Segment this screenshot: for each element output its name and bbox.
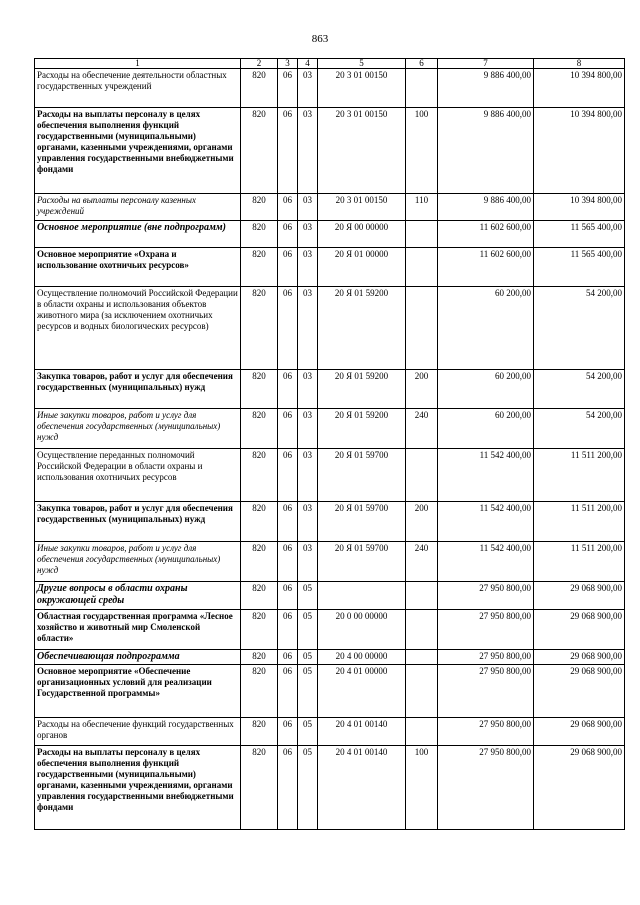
cell-amount-year-2: 29 068 900,00 bbox=[534, 582, 625, 610]
cell-expense-type bbox=[406, 650, 438, 665]
cell-admin-code: 820 bbox=[241, 746, 278, 830]
row-name: Основное мероприятие (вне подпрограмм) bbox=[35, 221, 241, 248]
cell-section: 06 bbox=[278, 287, 298, 370]
cell-admin-code: 820 bbox=[241, 665, 278, 718]
cell-target-article: 20 Я 01 59200 bbox=[318, 409, 406, 449]
cell-expense-type: 100 bbox=[406, 746, 438, 830]
row-name: Областная государственная программа «Лесное хозяйство и животный мир Смоленской области» bbox=[35, 610, 241, 650]
cell-admin-code: 820 bbox=[241, 502, 278, 542]
cell-subsection: 03 bbox=[298, 502, 318, 542]
cell-target-article: 20 3 01 00150 bbox=[318, 69, 406, 108]
cell-amount-year-2: 11 511 200,00 bbox=[534, 449, 625, 502]
cell-subsection: 05 bbox=[298, 746, 318, 830]
column-header: 3 bbox=[278, 59, 298, 69]
budget-table bbox=[34, 58, 625, 830]
cell-expense-type bbox=[406, 221, 438, 248]
table-row bbox=[35, 69, 625, 108]
cell-amount-year-1: 9 886 400,00 bbox=[438, 69, 534, 108]
cell-target-article: 20 Я 01 00000 bbox=[318, 248, 406, 287]
table-row bbox=[35, 248, 625, 287]
cell-target-article: 20 Я 01 59700 bbox=[318, 449, 406, 502]
cell-section: 06 bbox=[278, 69, 298, 108]
row-name: Расходы на выплаты персоналу в целях обеспечения выполнения функций государственными (муниципальными) органами, казенными учреждениями, органами управления государственными внебюджетными фондами bbox=[35, 108, 241, 194]
cell-section: 06 bbox=[278, 409, 298, 449]
table-row bbox=[35, 665, 625, 718]
cell-expense-type bbox=[406, 287, 438, 370]
cell-subsection: 03 bbox=[298, 221, 318, 248]
cell-subsection: 03 bbox=[298, 449, 318, 502]
column-header: 6 bbox=[406, 59, 438, 69]
row-name: Расходы на обеспечение функций государственных органов bbox=[35, 718, 241, 746]
cell-amount-year-1: 60 200,00 bbox=[438, 409, 534, 449]
cell-amount-year-1: 11 602 600,00 bbox=[438, 248, 534, 287]
cell-amount-year-1: 11 542 400,00 bbox=[438, 502, 534, 542]
table-row bbox=[35, 221, 625, 248]
cell-amount-year-2: 10 394 800,00 bbox=[534, 108, 625, 194]
cell-expense-type bbox=[406, 718, 438, 746]
cell-target-article: 20 Я 00 00000 bbox=[318, 221, 406, 248]
cell-target-article: 20 4 01 00140 bbox=[318, 746, 406, 830]
cell-subsection: 05 bbox=[298, 665, 318, 718]
cell-subsection: 05 bbox=[298, 650, 318, 665]
cell-amount-year-1: 27 950 800,00 bbox=[438, 746, 534, 830]
cell-subsection: 05 bbox=[298, 718, 318, 746]
cell-amount-year-1: 27 950 800,00 bbox=[438, 582, 534, 610]
column-header: 7 bbox=[438, 59, 534, 69]
cell-admin-code: 820 bbox=[241, 650, 278, 665]
cell-target-article: 20 3 01 00150 bbox=[318, 194, 406, 221]
cell-amount-year-1: 11 542 400,00 bbox=[438, 542, 534, 582]
row-name: Иные закупки товаров, работ и услуг для обеспечения государственных (муниципальных) нужд bbox=[35, 542, 241, 582]
row-name: Закупка товаров, работ и услуг для обеспечения государственных (муниципальных) нужд bbox=[35, 502, 241, 542]
cell-section: 06 bbox=[278, 370, 298, 409]
cell-amount-year-2: 11 565 400,00 bbox=[534, 248, 625, 287]
cell-subsection: 03 bbox=[298, 194, 318, 221]
cell-amount-year-1: 60 200,00 bbox=[438, 370, 534, 409]
cell-expense-type bbox=[406, 449, 438, 502]
cell-admin-code: 820 bbox=[241, 287, 278, 370]
row-name: Закупка товаров, работ и услуг для обеспечения государственных (муниципальных) нужд bbox=[35, 370, 241, 409]
cell-section: 06 bbox=[278, 665, 298, 718]
cell-expense-type bbox=[406, 610, 438, 650]
cell-section: 06 bbox=[278, 610, 298, 650]
cell-amount-year-1: 11 542 400,00 bbox=[438, 449, 534, 502]
cell-expense-type: 110 bbox=[406, 194, 438, 221]
table-row bbox=[35, 746, 625, 830]
cell-expense-type: 200 bbox=[406, 502, 438, 542]
column-header: 2 bbox=[241, 59, 278, 69]
cell-expense-type bbox=[406, 248, 438, 287]
cell-amount-year-1: 27 950 800,00 bbox=[438, 665, 534, 718]
cell-admin-code: 820 bbox=[241, 449, 278, 502]
cell-expense-type: 200 bbox=[406, 370, 438, 409]
cell-amount-year-2: 11 511 200,00 bbox=[534, 542, 625, 582]
table-row bbox=[35, 108, 625, 194]
cell-subsection: 03 bbox=[298, 370, 318, 409]
table-row bbox=[35, 650, 625, 665]
cell-amount-year-2: 11 565 400,00 bbox=[534, 221, 625, 248]
cell-admin-code: 820 bbox=[241, 108, 278, 194]
cell-amount-year-2: 54 200,00 bbox=[534, 409, 625, 449]
cell-amount-year-2: 11 511 200,00 bbox=[534, 502, 625, 542]
cell-target-article: 20 Я 01 59700 bbox=[318, 542, 406, 582]
cell-target-article: 20 4 01 00140 bbox=[318, 718, 406, 746]
cell-expense-type: 100 bbox=[406, 108, 438, 194]
cell-admin-code: 820 bbox=[241, 582, 278, 610]
cell-amount-year-2: 54 200,00 bbox=[534, 370, 625, 409]
cell-section: 06 bbox=[278, 108, 298, 194]
cell-amount-year-1: 27 950 800,00 bbox=[438, 718, 534, 746]
cell-target-article: 20 3 01 00150 bbox=[318, 108, 406, 194]
cell-amount-year-1: 27 950 800,00 bbox=[438, 610, 534, 650]
cell-target-article: 20 4 00 00000 bbox=[318, 650, 406, 665]
cell-admin-code: 820 bbox=[241, 542, 278, 582]
cell-section: 06 bbox=[278, 248, 298, 287]
cell-section: 06 bbox=[278, 194, 298, 221]
table-row bbox=[35, 370, 625, 409]
cell-subsection: 03 bbox=[298, 287, 318, 370]
cell-admin-code: 820 bbox=[241, 409, 278, 449]
cell-target-article: 20 4 01 00000 bbox=[318, 665, 406, 718]
table-row bbox=[35, 610, 625, 650]
cell-amount-year-2: 29 068 900,00 bbox=[534, 610, 625, 650]
cell-amount-year-1: 27 950 800,00 bbox=[438, 650, 534, 665]
cell-target-article: 20 0 00 00000 bbox=[318, 610, 406, 650]
row-name: Расходы на обеспечение деятельности областных государственных учреждений bbox=[35, 69, 241, 108]
cell-target-article bbox=[318, 582, 406, 610]
cell-expense-type: 240 bbox=[406, 542, 438, 582]
cell-section: 06 bbox=[278, 650, 298, 665]
cell-section: 06 bbox=[278, 746, 298, 830]
cell-admin-code: 820 bbox=[241, 610, 278, 650]
table-row bbox=[35, 194, 625, 221]
table-row bbox=[35, 287, 625, 370]
cell-amount-year-2: 29 068 900,00 bbox=[534, 665, 625, 718]
table-row bbox=[35, 718, 625, 746]
cell-target-article: 20 Я 01 59200 bbox=[318, 370, 406, 409]
cell-admin-code: 820 bbox=[241, 194, 278, 221]
cell-section: 06 bbox=[278, 502, 298, 542]
table-row bbox=[35, 582, 625, 610]
cell-section: 06 bbox=[278, 221, 298, 248]
cell-target-article: 20 Я 01 59700 bbox=[318, 502, 406, 542]
cell-section: 06 bbox=[278, 542, 298, 582]
row-name: Осуществление переданных полномочий Российской Федерации в области охраны и использования охотничьих ресурсов bbox=[35, 449, 241, 502]
table-row bbox=[35, 409, 625, 449]
column-header: 1 bbox=[35, 59, 241, 69]
row-name: Обеспечивающая подпрограмма bbox=[35, 650, 241, 665]
cell-subsection: 05 bbox=[298, 582, 318, 610]
cell-amount-year-1: 9 886 400,00 bbox=[438, 108, 534, 194]
cell-section: 06 bbox=[278, 449, 298, 502]
cell-amount-year-1: 60 200,00 bbox=[438, 287, 534, 370]
cell-amount-year-2: 10 394 800,00 bbox=[534, 194, 625, 221]
cell-subsection: 03 bbox=[298, 69, 318, 108]
cell-subsection: 03 bbox=[298, 108, 318, 194]
table-row bbox=[35, 449, 625, 502]
row-name: Расходы на выплаты персоналу в целях обеспечения выполнения функций государственными (муниципальными) органами, казенными учреждениями, органами управления государственными внебюджетными фондами bbox=[35, 746, 241, 830]
row-name: Другие вопросы в области охраны окружающей среды bbox=[35, 582, 241, 610]
cell-target-article: 20 Я 01 59200 bbox=[318, 287, 406, 370]
page-number: 863 bbox=[311, 33, 329, 45]
column-header: 4 bbox=[298, 59, 318, 69]
cell-admin-code: 820 bbox=[241, 248, 278, 287]
cell-amount-year-1: 11 602 600,00 bbox=[438, 221, 534, 248]
cell-subsection: 03 bbox=[298, 542, 318, 582]
cell-amount-year-2: 54 200,00 bbox=[534, 287, 625, 370]
cell-admin-code: 820 bbox=[241, 69, 278, 108]
cell-subsection: 05 bbox=[298, 610, 318, 650]
header-row bbox=[35, 59, 625, 69]
cell-admin-code: 820 bbox=[241, 221, 278, 248]
cell-subsection: 03 bbox=[298, 409, 318, 449]
table-row bbox=[35, 542, 625, 582]
column-header: 5 bbox=[318, 59, 406, 69]
row-name: Осуществление полномочий Российской Федерации в области охраны и использования объектов животного мира (за исключением охотничьих ресурсов и водных биологических ресурсов) bbox=[35, 287, 241, 370]
cell-amount-year-1: 9 886 400,00 bbox=[438, 194, 534, 221]
row-name: Расходы на выплаты персоналу казенных учреждений bbox=[35, 194, 241, 221]
cell-expense-type bbox=[406, 665, 438, 718]
cell-section: 06 bbox=[278, 718, 298, 746]
cell-admin-code: 820 bbox=[241, 718, 278, 746]
cell-amount-year-2: 29 068 900,00 bbox=[534, 650, 625, 665]
column-header: 8 bbox=[534, 59, 625, 69]
cell-admin-code: 820 bbox=[241, 370, 278, 409]
cell-expense-type: 240 bbox=[406, 409, 438, 449]
row-name: Основное мероприятие «Охрана и использование охотничьих ресурсов» bbox=[35, 248, 241, 287]
cell-subsection: 03 bbox=[298, 248, 318, 287]
table-row bbox=[35, 502, 625, 542]
cell-amount-year-2: 10 394 800,00 bbox=[534, 69, 625, 108]
cell-amount-year-2: 29 068 900,00 bbox=[534, 718, 625, 746]
cell-section: 06 bbox=[278, 582, 298, 610]
cell-expense-type bbox=[406, 582, 438, 610]
row-name: Основное мероприятие «Обеспечение организационных условий для реализации Государственной программы» bbox=[35, 665, 241, 718]
cell-expense-type bbox=[406, 69, 438, 108]
row-name: Иные закупки товаров, работ и услуг для обеспечения государственных (муниципальных) нужд bbox=[35, 409, 241, 449]
cell-amount-year-2: 29 068 900,00 bbox=[534, 746, 625, 830]
